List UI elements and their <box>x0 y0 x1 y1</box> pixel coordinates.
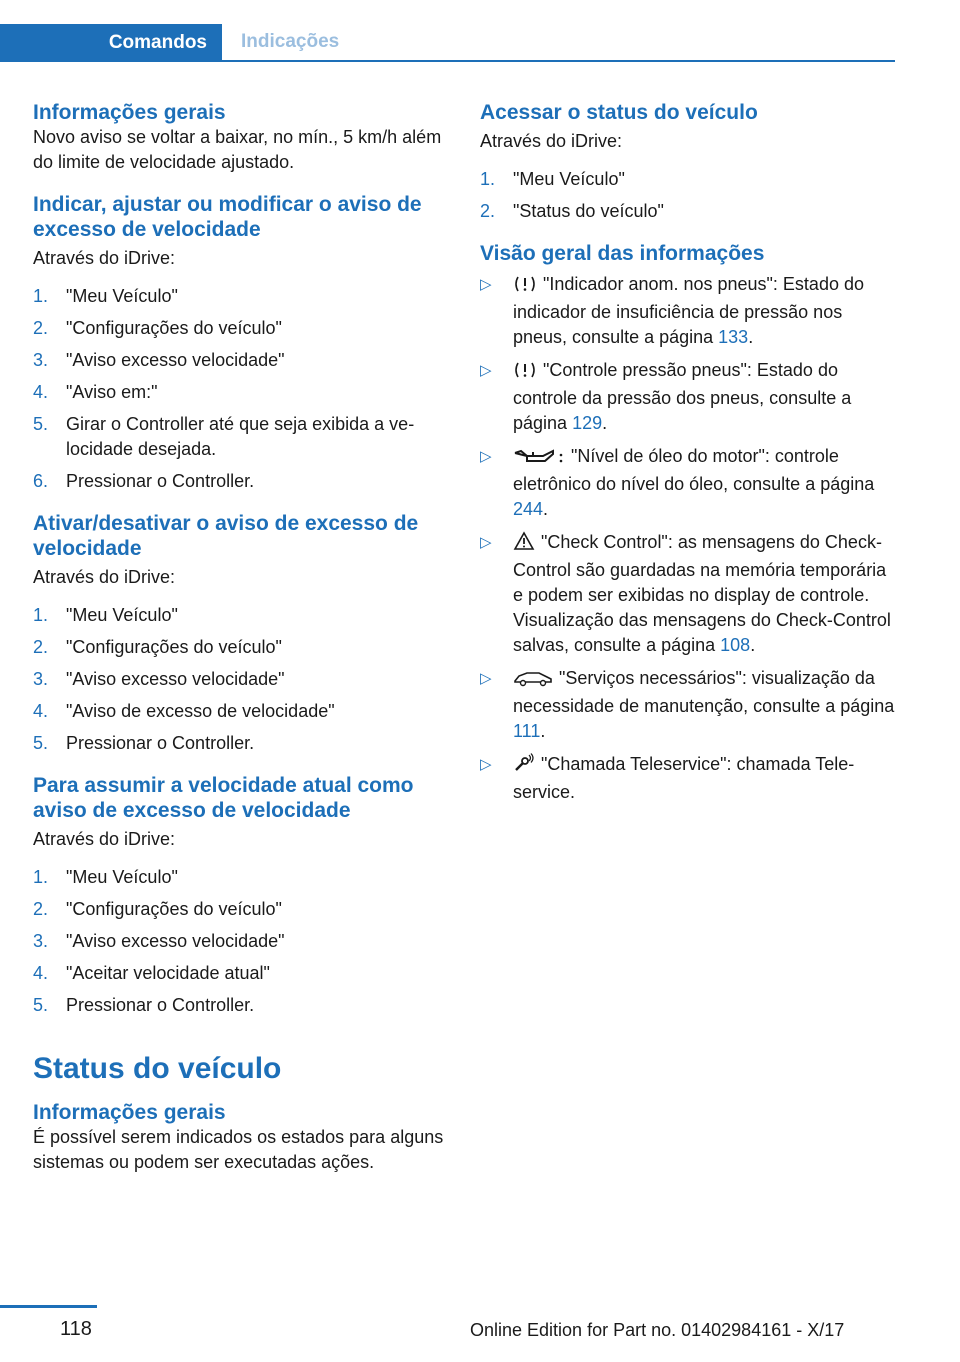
bullet-marker: ▷ <box>480 448 492 465</box>
info-item <box>480 530 900 658</box>
step-text: "Aviso de excesso de velocidade" <box>66 701 335 721</box>
info-item <box>480 358 900 436</box>
right-column <box>480 100 900 813</box>
step-number: 5. <box>33 995 49 1015</box>
info-bullet-list <box>480 272 900 805</box>
step-number: 4. <box>33 963 49 983</box>
step-item <box>480 199 900 224</box>
section-heading: Para assumir a velocidade atual como aviso de excesso de velocidade <box>33 774 414 822</box>
page-link[interactable]: 111 <box>513 721 541 741</box>
step-number: 4. <box>33 701 49 721</box>
section-heading: Visão geral das informações <box>480 242 765 265</box>
step-number: 3. <box>33 931 49 951</box>
info-item-text: "Indicador anom. nos pneus": Estado do indicador de insuficiência de pressão nos pneus, consulte a página <box>513 274 864 347</box>
step-text: "Meu Veículo" <box>66 867 178 887</box>
step-text: "Aviso excesso velocidade" <box>66 669 285 689</box>
step-item <box>33 412 453 462</box>
chapter-title: Status do veículo <box>33 1052 282 1085</box>
step-item <box>33 635 453 660</box>
warning-triangle-icon <box>513 531 535 558</box>
step-number: 2. <box>33 899 49 919</box>
oil-can-icon <box>513 447 565 472</box>
paragraph: Através do iDrive: <box>480 131 623 151</box>
step-number: 5. <box>33 414 49 434</box>
bullet-marker: ▷ <box>480 276 492 293</box>
info-item-text: "Serviços necessários": visualização da necessidade de manutenção, consulte a página <box>513 668 895 716</box>
step-item <box>33 284 453 309</box>
steps-list <box>480 167 900 224</box>
info-item <box>480 666 900 744</box>
tab-comandos-label: Comandos <box>108 32 207 53</box>
step-number: 2. <box>480 201 496 221</box>
info-item-text: "Nível de óleo do motor": controle eletrônico do nível do óleo, consulte a página <box>513 446 875 494</box>
step-number: 3. <box>33 350 49 370</box>
tire-pressure-monitor-icon <box>513 361 537 386</box>
step-text: "Configurações do veículo" <box>66 899 282 919</box>
step-item <box>33 603 453 628</box>
section-heading: Informações gerais <box>33 1101 226 1124</box>
step-number: 1. <box>33 605 49 625</box>
bullet-marker: ▷ <box>480 534 492 551</box>
step-number: 6. <box>33 471 49 491</box>
step-text: "Configurações do veículo" <box>66 318 282 338</box>
step-number: 3. <box>33 669 49 689</box>
info-item <box>480 272 900 350</box>
step-text: Pressionar o Controller. <box>66 733 255 753</box>
step-text: "Aceitar velocidade atual" <box>66 963 270 983</box>
step-number: 5. <box>33 733 49 753</box>
step-text: "Configurações do veículo" <box>66 637 282 657</box>
step-text: Pressionar o Controller. <box>66 471 255 491</box>
tab-indicacoes[interactable] <box>241 24 339 60</box>
step-text: Girar o Controller até que seja exibida a velocidade desejada. <box>66 414 415 459</box>
step-text: Pressionar o Controller. <box>66 995 255 1015</box>
info-item <box>480 444 900 522</box>
steps-list <box>33 603 453 756</box>
step-number: 1. <box>33 286 49 306</box>
sentence-end: . <box>543 499 549 519</box>
step-item <box>33 469 453 494</box>
section-heading: Ativar/desativar o aviso de excesso de velocidade <box>33 512 419 560</box>
info-item-text: "Check Control": as mensagens do Check-Control são guardadas na memória temporária e podem ser exibidas no display de controle. Visualização das mensagens do Check-Control salvas, consulte a página <box>513 532 891 655</box>
step-item <box>33 897 453 922</box>
info-item <box>480 752 900 805</box>
paragraph: Através do iDrive: <box>33 829 176 849</box>
footer-rule <box>0 1305 97 1308</box>
page-link[interactable]: 133 <box>718 327 749 347</box>
paragraph: Através do iDrive: <box>33 248 176 268</box>
step-number: 4. <box>33 382 49 402</box>
step-item <box>33 993 453 1018</box>
section-heading: Informações gerais <box>33 101 226 124</box>
left-column <box>33 100 453 1175</box>
teleservice-wrench-icon <box>513 753 535 780</box>
step-text: "Meu Veículo" <box>66 605 178 625</box>
section-heading: Acessar o status do veículo <box>480 101 758 124</box>
step-text: "Meu Veículo" <box>513 169 625 189</box>
edition-note: Online Edition for Part no. 01402984161 - X/17 <box>470 1320 845 1340</box>
header-rule <box>0 60 895 62</box>
service-car-icon <box>513 669 553 694</box>
bullet-marker: ▷ <box>480 362 492 379</box>
info-item-text: "Controle pressão pneus": Estado do controle da pressão dos pneus, consulte a página <box>513 360 852 433</box>
page-number: 118 <box>60 1318 92 1340</box>
step-item <box>33 316 453 341</box>
bullet-marker: ▷ <box>480 670 492 687</box>
step-item <box>33 961 453 986</box>
step-number: 1. <box>480 169 496 189</box>
page-link[interactable]: 244 <box>513 499 544 519</box>
sentence-end: . <box>750 635 756 655</box>
steps-list <box>33 284 453 494</box>
step-number: 2. <box>33 637 49 657</box>
step-text: "Aviso em:" <box>66 382 158 402</box>
step-item <box>33 865 453 890</box>
step-item <box>33 929 453 954</box>
section-heading: Indicar, ajustar ou modificar o aviso de excesso de velocidade <box>33 193 422 241</box>
tab-indicacoes-label: Indicações <box>241 31 340 52</box>
page-link[interactable]: 108 <box>720 635 751 655</box>
step-item <box>33 667 453 692</box>
step-number: 2. <box>33 318 49 338</box>
paragraph: Através do iDrive: <box>33 567 176 587</box>
paragraph: Novo aviso se voltar a baixar, no mín., 5 km/h além do limite de velocidade ajustado. <box>33 127 442 172</box>
step-number: 1. <box>33 867 49 887</box>
steps-list <box>33 865 453 1018</box>
paragraph: É possível serem indicados os estados para alguns sistemas ou podem ser executadas ações. <box>33 1127 444 1172</box>
step-text: "Status do veículo" <box>513 201 664 221</box>
page-link[interactable]: 129 <box>572 413 603 433</box>
step-item <box>33 380 453 405</box>
step-text: "Meu Veículo" <box>66 286 178 306</box>
sentence-end: . <box>602 413 608 433</box>
chapter-tab-bar <box>0 24 895 62</box>
bullet-marker: ▷ <box>480 756 492 773</box>
step-item <box>33 699 453 724</box>
tire-pressure-warning-icon <box>513 275 537 300</box>
step-item <box>33 348 453 373</box>
info-item-text: "Chamada Teleservice": chamada Teleservice. <box>513 754 855 802</box>
tab-comandos[interactable] <box>0 24 222 62</box>
step-item <box>480 167 900 192</box>
step-text: "Aviso excesso velocidade" <box>66 931 285 951</box>
sentence-end: . <box>748 327 754 347</box>
step-item <box>33 731 453 756</box>
sentence-end: . <box>540 721 546 741</box>
step-text: "Aviso excesso velocidade" <box>66 350 285 370</box>
